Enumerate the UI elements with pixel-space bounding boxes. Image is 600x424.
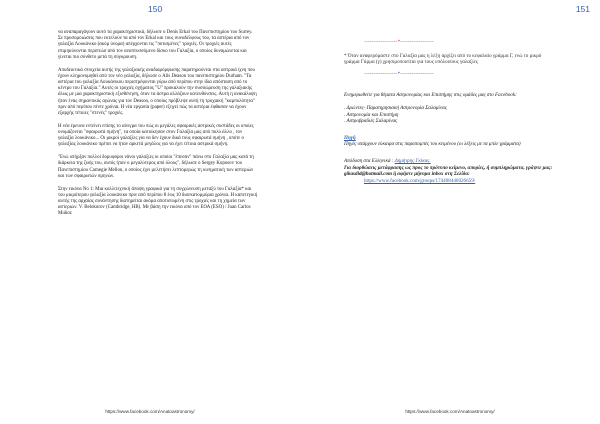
translator-link[interactable]: Δημήτρης Γκίκας. (394, 157, 431, 164)
group-item[interactable]: . Αστροβραδιές Σαλαμίνας (344, 118, 398, 125)
translation-label: Απόδοση στα Ελληνικά : (344, 157, 394, 164)
paragraph: Αποδεικτικά στοιχεία αυτής της γαλαξιακής αναδιαμόρφωσης παρατηρούνται στα αστρικά ίχνη που έχουν κληρονομηθεί από τον νέο γαλαξία, δήλωσε ο Alis Deason του πανεπιστημίου Durham. "Τα αστέρια του γαλαξία Λουκάνικου περιστρέφονται γύρω από περίπου στην ίδια απόσταση από το κέντρο του Γαλαξία." Αυτές οι τροχιές σχήματος "U" προκαλούν την συσσώρευση της γαλαξιακής άλως με μια χαρακτηριστική εξισθένηση, όταν τα άστρα αλλάζουν κατευθύνσεις. Αυτή η ανακάλυψη ήταν ένας σημαντικός αγώνας για τον Deason, ο οποίος πρόβλεψε αυτή τη τροχιακή "καμπυλότητα" πριν από περίπου πέντε χρόνια. Η νέα εργασία (paper) εξηγεί πώς τα αστέρια έφθασαν να έχουν εξαρχής τέτοιες "στενές" τροχιές. (58, 67, 257, 117)
footnote: * Όταν αναφερόμαστε στο Γαλαξία μας η λέξη αρχίζει από το κεφαλαίο γράμμα Γ, ενώ το μικρό γράμμα Γάμμα (γ) χρησιμοποιείται για τους υπόλοιπους γαλαξίες (344, 52, 542, 66)
facebook-group-link[interactable]: https://www.facebook.com/groups/174408446026659/ (364, 177, 476, 184)
correction-text: Για διορθώσεις μετάφρασης ως προς το πρότυπο κείμενο, απορίες, ή συμπληρώματα, γράψτε μας: gikasdid@hotmail.com ή αφήστε μήνυμα inbox στη Σελίδα: (344, 164, 553, 178)
page-footer-link[interactable]: https://www.facebook.com/Anatoastronomy/ (105, 409, 195, 414)
page-number: 151 (575, 4, 590, 14)
paragraph: Η νέα έρευνα εντείνει επίσης το αίνιγμα του πώς οι μεγάλες σφαιρικές αστρικές συστάδες οι οποίες ονομάζονται "σφαιρωτά σμήνη", τα οποία κατοίκησαν στον Γαλαξία μας από πολύ άλλο , τον γαλαξία λουκάνικο... Οι μικροί γαλαξίες για να δεν έχουν δικά τους σφαιρωτά σμήνη , οπότε ο γαλαξίας λουκάνικο πρέπει να ήταν αρκετά μεγάλος για να έχει τέτοια αστρικά σμήνη. (58, 123, 254, 148)
image-caption: Στην εικόνα Νο 1: Μια καλλιτεχνική άποψη γραφικά για τη συγχώνευση μεταξύ του Γαλαξία* και του μικρότερου γαλαξία λουκάνικο πριν από περίπου 8 έως 10 δισεκατομμύρια χρόνια. Η καπετεγική αυτής της αρχαίας συνάντησης διατηρείται ακόμα αποτυπωμένη στις τροχιές και τη χημεία των αστεριών. V. Belokurov (Cambridge, HB). Με βάση την εικόνα από τον ΕΟΑ (ESO) / Juan Carlos Muñoz (58, 186, 258, 217)
page-number: 150 (148, 4, 163, 14)
facebook-intro: Ενημερωθείτε για θέματα Αστρονομίας και Επιστήμης στις ομάδες μας στο Facebook: (344, 92, 517, 99)
separator: ------------------*------------------ (364, 40, 434, 45)
article-body (58, 30, 258, 224)
source-heading[interactable]: Πηγή (344, 134, 356, 141)
source-text: Πηγές υπάρχουν εύκαιρα στις παραπομπές του κειμένου (οι λέξεις με τα μπλε γράμματα) (344, 141, 521, 148)
notes-body (344, 40, 554, 184)
page-footer-link[interactable]: https://www.facebook.com/Anatoastronomy/ (405, 409, 495, 414)
paragraph: να αναπαραγάγουν αυτό τα χαρακτηριστικά, δήλωσε ο Denis Erkal του Πανεπιστημίου του Surrey. Σε προσομοιώσεις που εκτελούν τα από τον Erkal και τους συναδέλφους του, τα αστέρια από τον γαλαξία Λουκάνικο (ακόμ ύνομα) απέρχονται τις "ποτισμένες" τροχιές. Οι τροχιές αυτές επιμηκύνονται περιπτώσ από τον αναπτυσσόμενο δίσκο του Γαλαξία, ο οποίος δυναμώνεται και γίνεται πιο σύνθετο μετά τη σύγκρουση. (58, 30, 253, 60)
paragraph: "Ενώ υπήρξαν πολλοί δορυφόροι νάνοι γαλαξίες οι οποίοι "έπεσαν" πάνω στο Γαλαξία μας κατά τη διάρκεια της ζωής του, αυτός ήταν ο μεγαλύτερος από όλους", δήλωσε ο Sergey Koposov του Πανεπιστημίου Carnegie Mellon, ο οποίος έχει μελετήσει λεπτομερώς τη κινηματική των αστεριών και των σφαιρωτών σμηνών. (58, 155, 254, 179)
group-item[interactable]: . Δρώντες- Παρατηρησιακή Αστρονομία Σαλαμίνας (344, 104, 447, 111)
translation-credit (344, 158, 554, 165)
separator: ------------------*------------------ (364, 71, 434, 77)
group-item[interactable]: . Αστρονομία και Επιστήμη (344, 111, 399, 118)
